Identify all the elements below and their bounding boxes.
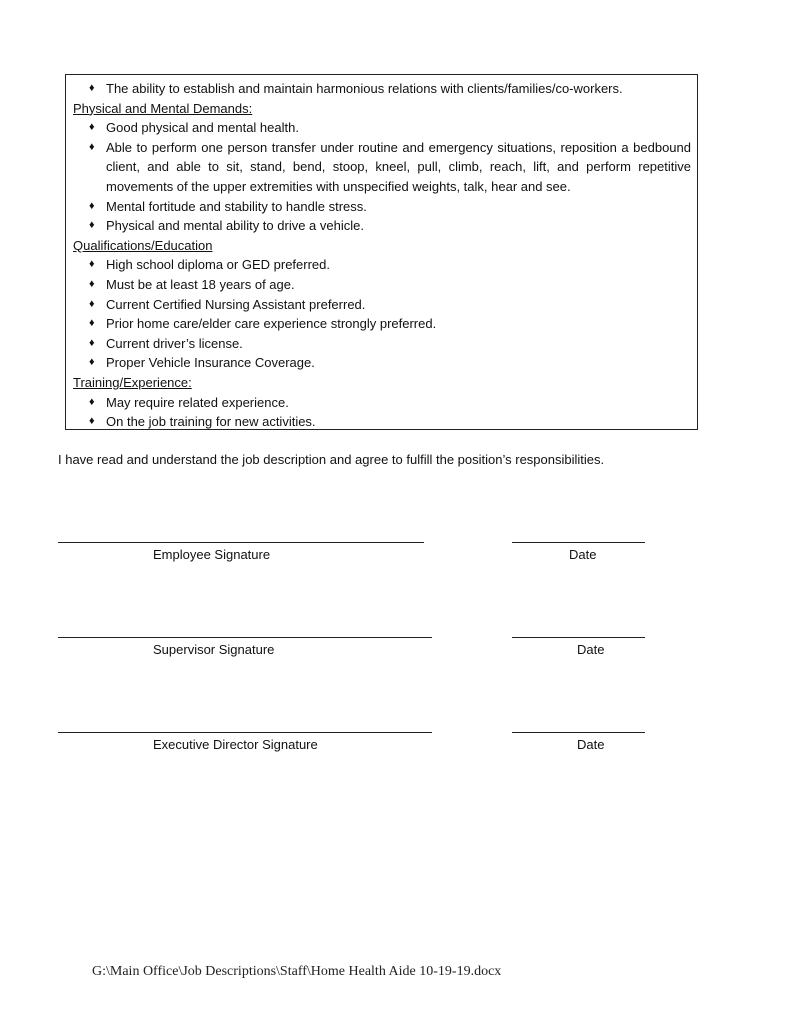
list-item-text: May require related experience. bbox=[106, 394, 289, 410]
diamond-bullet-icon: ♦ bbox=[89, 336, 95, 349]
diamond-bullet-icon: ♦ bbox=[89, 356, 95, 369]
diamond-bullet-icon: ♦ bbox=[89, 140, 95, 153]
employee-signature-label: Employee Signature bbox=[153, 547, 271, 562]
list-item bbox=[73, 275, 691, 295]
list-item bbox=[73, 118, 691, 138]
list-item bbox=[73, 334, 691, 354]
training-heading: Training/Experience: bbox=[73, 374, 192, 390]
list-item-text: Current driver’s license. bbox=[106, 335, 243, 351]
supervisor-signature-line[interactable] bbox=[58, 637, 432, 638]
employee-date-line[interactable] bbox=[512, 542, 645, 543]
qualifications-heading: Qualifications/Education bbox=[73, 237, 213, 253]
director-signature-line[interactable] bbox=[58, 732, 432, 733]
list-item-text: Prior home care/elder care experience strongly preferred. bbox=[106, 316, 437, 332]
list-item bbox=[73, 255, 691, 275]
list-item-text: The ability to establish and maintain harmonious relations with clients/families/co-workers. bbox=[106, 81, 623, 96]
list-item-text: High school diploma or GED preferred. bbox=[106, 257, 330, 273]
diamond-bullet-icon: ♦ bbox=[89, 277, 95, 290]
list-item bbox=[73, 138, 691, 197]
list-item bbox=[73, 197, 691, 217]
list-item-text: On the job training for new activities. bbox=[106, 414, 316, 430]
diamond-bullet-icon: ♦ bbox=[89, 258, 95, 271]
supervisor-date-line[interactable] bbox=[512, 637, 645, 638]
list-item-text: Mental fortitude and stability to handle stress. bbox=[106, 198, 367, 214]
list-item bbox=[73, 412, 691, 432]
file-path-footer: G:\Main Office\Job Descriptions\Staff\Home Health Aide 10-19-19.docx bbox=[92, 964, 502, 979]
diamond-bullet-icon: ♦ bbox=[89, 219, 95, 232]
supervisor-signature-label: Supervisor Signature bbox=[153, 642, 275, 657]
list-item-text: Must be at least 18 years of age. bbox=[106, 276, 295, 292]
diamond-bullet-icon: ♦ bbox=[89, 82, 95, 94]
list-item-text: Proper Vehicle Insurance Coverage. bbox=[106, 355, 315, 371]
diamond-bullet-icon: ♦ bbox=[89, 297, 95, 310]
director-date-label: Date bbox=[577, 737, 605, 752]
list-item bbox=[73, 314, 691, 334]
diamond-bullet-icon: ♦ bbox=[89, 415, 95, 428]
employee-date-label: Date bbox=[569, 547, 597, 562]
physical-demands-heading: Physical and Mental Demands: bbox=[73, 100, 253, 116]
list-item bbox=[73, 79, 691, 99]
list-item-text: Able to perform one person transfer under routine and emergency situations, reposition a bedbound client, and able to sit, stand, bend, stoop, kneel, pull, climb, reach, lift, and perform repetitive movements of the upper extremities with unspecified weights, talk, hear and see. bbox=[106, 139, 691, 194]
job-requirements-box bbox=[65, 74, 698, 430]
list-item bbox=[73, 216, 691, 236]
list-item-text: Physical and mental ability to drive a vehicle. bbox=[106, 218, 364, 234]
list-item bbox=[73, 353, 691, 373]
diamond-bullet-icon: ♦ bbox=[89, 199, 95, 212]
diamond-bullet-icon: ♦ bbox=[89, 121, 95, 134]
diamond-bullet-icon: ♦ bbox=[89, 317, 95, 330]
supervisor-date-label: Date bbox=[577, 642, 605, 657]
diamond-bullet-icon: ♦ bbox=[89, 395, 95, 408]
list-item bbox=[73, 295, 691, 315]
employee-signature-line[interactable] bbox=[58, 542, 424, 543]
director-date-line[interactable] bbox=[512, 732, 645, 733]
director-signature-label: Executive Director Signature bbox=[153, 737, 318, 752]
list-item bbox=[73, 393, 691, 413]
list-item-text: Good physical and mental health. bbox=[106, 120, 299, 136]
list-item-text: Current Certified Nursing Assistant preferred. bbox=[106, 296, 366, 312]
acknowledgement-statement: I have read and understand the job description and agree to fulfill the position’s responsibilities. bbox=[58, 452, 605, 467]
